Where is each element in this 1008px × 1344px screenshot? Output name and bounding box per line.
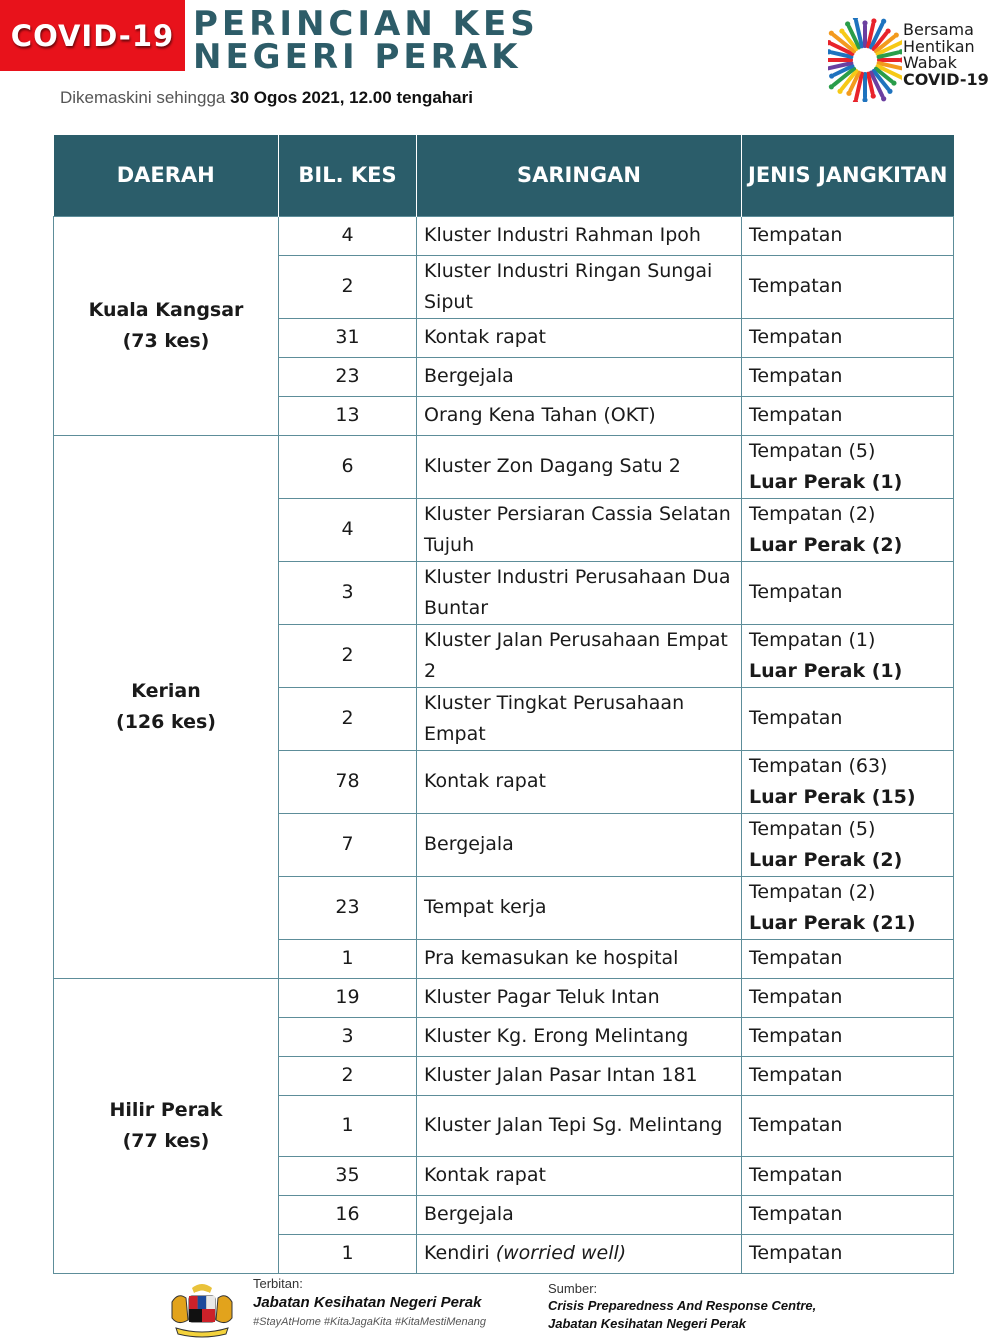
jenis-tempatan: Tempatan (749, 1164, 843, 1186)
jenis-tempatan: Tempatan (749, 365, 843, 387)
source-label: Sumber: (548, 1281, 598, 1296)
district-cell (54, 216, 279, 435)
saringan-text: Kluster Jalan Pasar Intan 181 (424, 1064, 698, 1086)
saringan-cell (417, 1195, 742, 1234)
saringan-cell (417, 1056, 742, 1095)
case-count-cell: 4 (279, 216, 417, 255)
saringan-text: Kontak rapat (424, 326, 546, 348)
campaign-logo-line2: Hentikan (903, 36, 975, 56)
table-row (54, 435, 954, 498)
updated-prefix: Dikemaskini sehingga (60, 88, 226, 107)
case-count-cell: 3 (279, 561, 417, 624)
saringan-cell (417, 357, 742, 396)
saringan-cell (417, 435, 742, 498)
jenis-jangkitan-cell (742, 255, 954, 318)
jenis-jangkitan-cell (742, 813, 954, 876)
saringan-text: Tempat kerja (424, 896, 547, 918)
saringan-cell (417, 318, 742, 357)
jenis-tempatan: Tempatan (749, 404, 843, 426)
saringan-text: Kontak rapat (424, 770, 546, 792)
jenis-jangkitan-cell (742, 1095, 954, 1156)
jenis-jangkitan-cell (742, 939, 954, 978)
source-block (548, 1281, 816, 1332)
saringan-text: Kluster Kg. Erong Melintang (424, 1025, 689, 1047)
saringan-text: Bergejala (424, 833, 514, 855)
saringan-text: Kluster Tingkat Perusahaan Empat (424, 691, 685, 745)
saringan-cell (417, 978, 742, 1017)
sunburst-icon (828, 18, 902, 102)
case-count-cell: 3 (279, 1017, 417, 1056)
saringan-text: Orang Kena Tahan (OKT) (424, 404, 656, 426)
case-count-cell: 23 (279, 876, 417, 939)
publisher-label: Terbitan: (253, 1276, 303, 1291)
saringan-text: Kluster Industri Perusahaan Dua Buntar (424, 565, 731, 619)
jenis-tempatan: Tempatan (749, 326, 843, 348)
jenis-jangkitan-cell (742, 396, 954, 435)
saringan-cell (417, 1017, 742, 1056)
case-count-cell: 6 (279, 435, 417, 498)
jenis-jangkitan-cell (742, 624, 954, 687)
saringan-text: Kluster Industri Ringan Sungai Siput (424, 259, 713, 313)
saringan-text: Kluster Pagar Teluk Intan (424, 986, 660, 1008)
saringan-text: Kendiri (424, 1242, 490, 1264)
source-line1: Crisis Preparedness And Response Centre, (548, 1298, 817, 1313)
jenis-jangkitan-cell (742, 1195, 954, 1234)
campaign-logo-line4: COVID-19 (903, 69, 989, 89)
case-count-cell: 31 (279, 318, 417, 357)
saringan-cell (417, 750, 742, 813)
jenis-tempatan: Tempatan (5) (749, 439, 876, 462)
case-breakdown-table (53, 135, 954, 1274)
malaysia-coat-of-arms-icon (162, 1282, 242, 1338)
page-title-line2: NEGERI PERAK (193, 37, 522, 77)
case-count-cell: 2 (279, 624, 417, 687)
jenis-tempatan: Tempatan (2) (749, 502, 876, 525)
jenis-tempatan: Tempatan (749, 986, 843, 1008)
saringan-cell (417, 813, 742, 876)
jenis-tempatan: Tempatan (749, 1064, 843, 1086)
jenis-tempatan: Tempatan (63) (749, 754, 888, 777)
case-count-cell: 19 (279, 978, 417, 1017)
table-row (54, 978, 954, 1017)
jenis-jangkitan-cell (742, 750, 954, 813)
saringan-text: Kluster Zon Dagang Satu 2 (424, 455, 681, 477)
page-title (193, 4, 539, 77)
district-cell (54, 435, 279, 978)
publisher-name: Jabatan Kesihatan Negeri Perak (253, 1294, 482, 1311)
jenis-tempatan: Tempatan (749, 275, 843, 297)
saringan-text: Kontak rapat (424, 1164, 546, 1186)
updated-timestamp (60, 88, 473, 108)
saringan-cell (417, 396, 742, 435)
jenis-jangkitan-cell (742, 357, 954, 396)
saringan-cell (417, 1234, 742, 1273)
column-header-bil-kes: BIL. KES (279, 135, 417, 216)
covid-badge-label: COVID-19 (10, 18, 175, 53)
jenis-jangkitan-cell (742, 561, 954, 624)
case-count-cell: 35 (279, 1156, 417, 1195)
jenis-jangkitan-cell (742, 435, 954, 498)
jenis-luar-perak: Luar Perak (1) (749, 659, 903, 682)
saringan-text: Kluster Industri Rahman Ipoh (424, 224, 701, 246)
campaign-logo (828, 18, 1003, 102)
district-name: Kerian (131, 679, 201, 702)
case-count-cell: 1 (279, 1234, 417, 1273)
jenis-luar-perak: Luar Perak (1) (749, 470, 903, 493)
district-name: Kuala Kangsar (88, 298, 244, 321)
saringan-text: Kluster Jalan Tepi Sg. Melintang (424, 1114, 723, 1136)
jenis-luar-perak: Luar Perak (2) (749, 848, 903, 871)
saringan-cell (417, 687, 742, 750)
jenis-jangkitan-cell (742, 1017, 954, 1056)
saringan-text: Pra kemasukan ke hospital (424, 947, 679, 969)
jenis-luar-perak: Luar Perak (2) (749, 533, 903, 556)
jenis-jangkitan-cell (742, 498, 954, 561)
saringan-note: (worried well) (495, 1242, 627, 1264)
district-total: (73 kes) (122, 329, 210, 352)
saringan-cell (417, 498, 742, 561)
case-count-cell: 1 (279, 1095, 417, 1156)
jenis-tempatan: Tempatan (1) (749, 628, 876, 651)
case-count-cell: 78 (279, 750, 417, 813)
jenis-tempatan: Tempatan (5) (749, 817, 876, 840)
district-name: Hilir Perak (109, 1098, 223, 1121)
jenis-jangkitan-cell (742, 216, 954, 255)
page-title-line1: PERINCIAN KES (193, 4, 539, 44)
campaign-logo-line1: Bersama (903, 20, 974, 39)
jenis-jangkitan-cell (742, 1156, 954, 1195)
jenis-tempatan: Tempatan (749, 1203, 843, 1225)
saringan-cell (417, 939, 742, 978)
jenis-tempatan: Tempatan (749, 947, 843, 969)
publisher-hashtags: #StayAtHome #KitaJagaKita #KitaMestiMenang (253, 1316, 486, 1328)
campaign-logo-text (903, 22, 989, 88)
table-header-row (54, 135, 954, 216)
case-count-cell: 4 (279, 498, 417, 561)
case-count-cell: 2 (279, 687, 417, 750)
jenis-tempatan: Tempatan (749, 224, 843, 246)
case-count-cell: 7 (279, 813, 417, 876)
saringan-cell (417, 216, 742, 255)
jenis-jangkitan-cell (742, 978, 954, 1017)
covid-badge (0, 0, 185, 71)
saringan-cell (417, 561, 742, 624)
jenis-jangkitan-cell (742, 318, 954, 357)
saringan-cell (417, 624, 742, 687)
district-cell (54, 978, 279, 1273)
case-count-cell: 2 (279, 255, 417, 318)
case-count-cell: 13 (279, 396, 417, 435)
saringan-cell (417, 1095, 742, 1156)
jenis-luar-perak: Luar Perak (21) (749, 911, 916, 934)
saringan-cell (417, 255, 742, 318)
jenis-tempatan: Tempatan (749, 1242, 843, 1264)
jenis-luar-perak: Luar Perak (15) (749, 785, 916, 808)
jenis-tempatan: Tempatan (749, 1114, 843, 1136)
district-total: (126 kes) (116, 710, 216, 733)
case-count-cell: 2 (279, 1056, 417, 1095)
jenis-jangkitan-cell (742, 1056, 954, 1095)
jenis-tempatan: Tempatan (749, 581, 843, 603)
saringan-text: Bergejala (424, 365, 514, 387)
column-header-saringan: SARINGAN (417, 135, 742, 216)
column-header-daerah: DAERAH (54, 135, 279, 216)
jenis-tempatan: Tempatan (749, 1025, 843, 1047)
case-count-cell: 23 (279, 357, 417, 396)
jenis-tempatan: Tempatan (749, 707, 843, 729)
case-count-cell: 1 (279, 939, 417, 978)
jenis-jangkitan-cell (742, 876, 954, 939)
jenis-jangkitan-cell (742, 687, 954, 750)
updated-date: 30 Ogos 2021, 12.00 tengahari (230, 88, 473, 107)
table-row (54, 216, 954, 255)
district-total: (77 kes) (122, 1129, 210, 1152)
case-count-cell: 16 (279, 1195, 417, 1234)
saringan-text: Bergejala (424, 1203, 514, 1225)
column-header-jenis-jangkitan: JENIS JANGKITAN (742, 135, 954, 216)
campaign-logo-line3: Wabak (903, 53, 957, 72)
jenis-tempatan: Tempatan (2) (749, 880, 876, 903)
jenis-jangkitan-cell (742, 1234, 954, 1273)
publisher-block (253, 1276, 486, 1328)
saringan-cell (417, 876, 742, 939)
saringan-text: Kluster Jalan Perusahaan Empat 2 (424, 628, 728, 682)
saringan-cell (417, 1156, 742, 1195)
source-line2: Jabatan Kesihatan Negeri Perak (548, 1316, 746, 1331)
saringan-text: Kluster Persiaran Cassia Selatan Tujuh (424, 502, 731, 556)
